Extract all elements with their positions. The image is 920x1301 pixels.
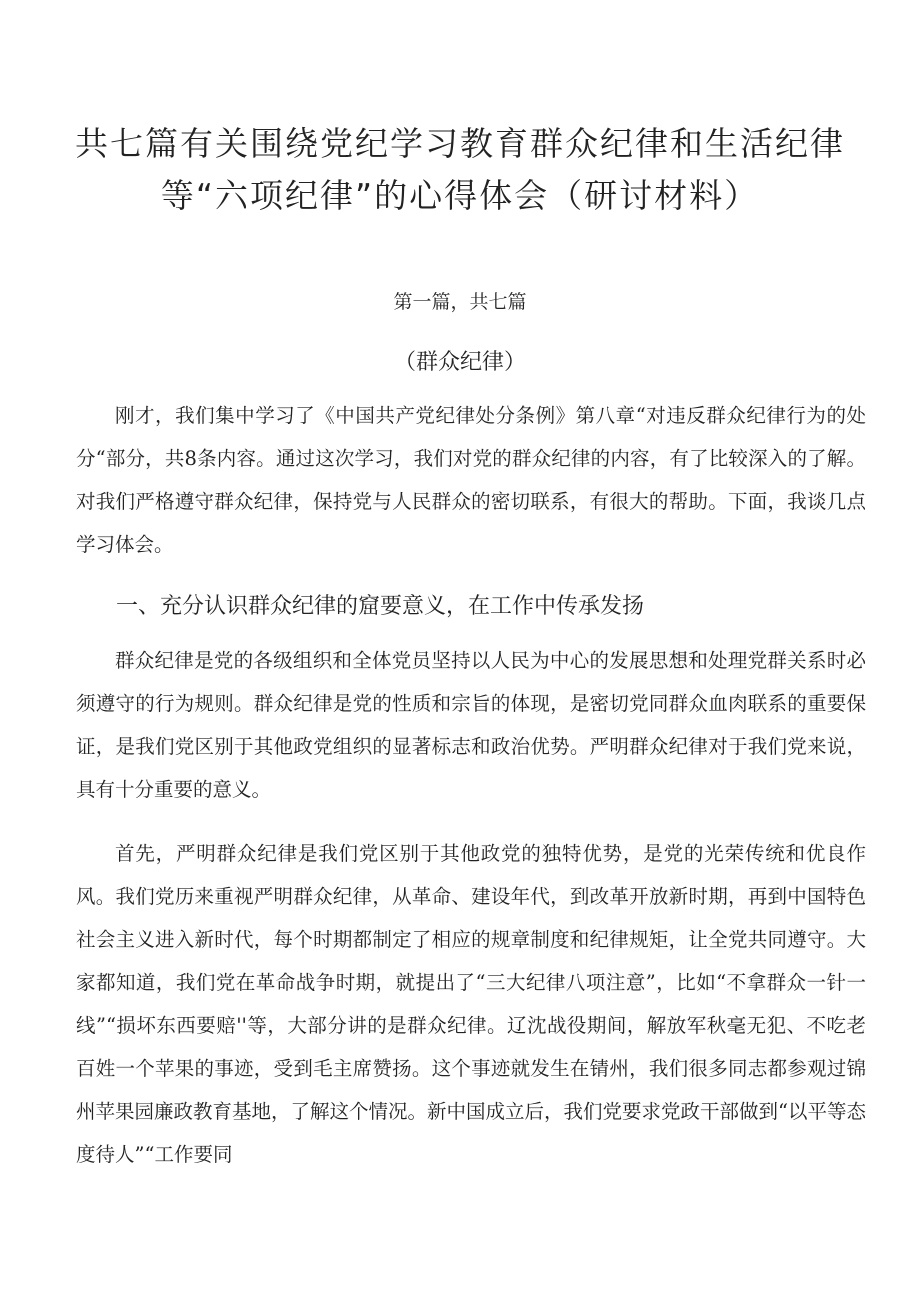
heading-1: 一、充分认识群众纪律的窟要意义，在工作中传承发扬 xyxy=(116,594,645,619)
title-line-1: 共七篇有关围绕党纪学习教育群众纪律和生活纪律 xyxy=(75,124,845,163)
title-line-2: 等“六项纪律”的心得体会（研讨材料） xyxy=(160,176,760,215)
paragraph-2: 群众纪律是党的各级组织和全体党员坚持以人民为中心的发展思想和处理党群关系时必须遵守的行为规则。群众纪律是党的性质和宗旨的体现，是密切党同群众血肉联系的重要保证，是我们党区别于其他政党组织的显著标志和政治优势。严明群众纪律对于我们党来说，具有十分重要的意义。 xyxy=(76,649,866,801)
section-title: （群众纪律） xyxy=(393,350,526,375)
paragraph-3: 首先，严明群众纪律是我们党区别于其他政党的独特优势，是党的光荣传统和优良作风。我们党历来重视严明群众纪律，从革命、建设年代，到改革开放新时期，再到中国特色社会主义进入新时代，每个时期都制定了相应的规章制度和纪律规矩，让全党共同遵守。大家都知道，我们党在革命战争时期，就提出了“三大纪律八项注意”，比如“不拿群众一针一线”“损坏东西要赔''等，大部分讲的是群众纪律。辽沈战役期间，解放军秋毫无犯、不吃老百姓一个苹果的事迹，受到毛主席赞扬。这个事迹就发生在锖州，我们很多同志都参观过锦州苹果园廉政教育基地，了解这个情况。新中国成立后，我们党要求党政干部做到“以平等态度待人”“工作要同 xyxy=(76,842,866,1166)
subtitle: 第一篇，共七篇 xyxy=(393,291,527,313)
document-title xyxy=(60,118,860,222)
paragraph-intro: 刚才，我们集中学习了《中国共产党纪律处分条例》第八章“对违反群众纪律行为的处分“部分，共8条内容。通过这次学习，我们对党的群众纪律的内容，有了比较深入的了解。对我们严格遵守群众纪律，保持党与人民群众的密切联系，有很大的帮助。下面，我谈几点学习体会。 xyxy=(76,404,866,556)
